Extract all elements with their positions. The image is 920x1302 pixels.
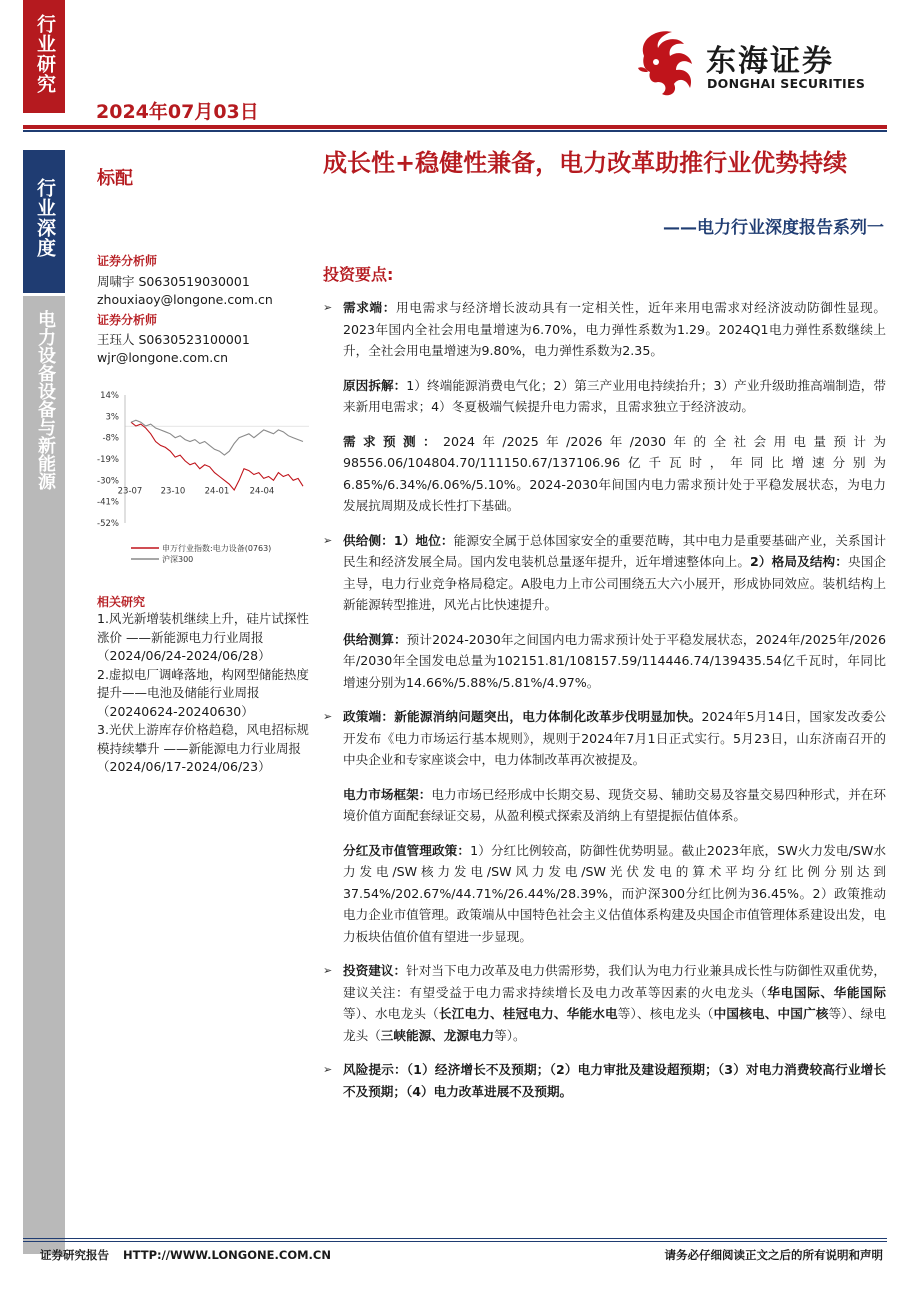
analyst-heading: 证券分析师 [97,254,158,268]
legend-label: 沪深300 [162,555,194,564]
footer-url-link[interactable]: HTTP://WWW.LONGONE.COM.CN [123,1248,331,1262]
related-item[interactable]: 1.风光新增装机继续上升，硅片试探性涨价 ——新能源电力行业周报（2024/06/24-2024/06/28） [97,611,309,663]
report-date: 2024年07月03日 [96,101,259,123]
hydro-picks: 长江电力、桂冠电力、华能水电 [438,1006,618,1021]
y-tick-label: -52% [97,519,119,529]
related-item[interactable]: 3.光伏上游库存价格趋稳，风电招标规模持续攀升 ——新能源电力行业周报（2024/06/17-2024/06/23） [97,722,309,774]
footer-report-type: 证券研究报告 [40,1248,109,1262]
advice-text: 针对当下电力改革及电力供需形势，我们认为电力行业兼具成长性与防御性双重优势，建议关注：有望受益于电力需求持续增长及电力改革等因素的火电龙头（ [343,963,887,1000]
footer-left [40,1247,331,1263]
x-tick-label: 24-04 [249,486,275,497]
demand-paragraph [323,297,886,362]
dividend-paragraph [323,840,886,948]
dividend-text: 1）分红比例较高，防御性优势明显。截止2023年底，SW火力发电/SW水力发电/SW核力发电/SW风力发电/SW光伏发电的算术平均分红比例分别达到37.54%/202.67%/44.71%/26.44%/28.39%，而沪深300分红比例为36.45%。2）政策推动电力企业市值管理。政策端从中国特色社会主义估值体系构建及央国企市值管理体系建设出发，电力板块估值价值有望进一步显现。 [343,842,887,944]
x-tick-label: 23-07 [117,486,143,497]
analyst-name: 王珏人 S0630523100001 [97,332,250,347]
header-red-rule [23,125,887,129]
reason-label: 原因拆解： [343,377,407,393]
y-tick-label: -41% [97,497,119,508]
legend-label: 申万行业指数:电力设备(0763) [162,544,272,553]
footer-rule [23,1241,887,1242]
forecast-label: 需求预测： [343,433,443,449]
bullet-arrow-icon: ➢ [323,710,333,723]
thermal-picks: 华电国际、华能国际 [767,984,887,1000]
advice-text-4: 等）、绿电龙头（ [343,1006,887,1043]
sidebar-bottom-label: 电力设备设备与新能源 [35,310,56,490]
analyst-heading: 证券分析师 [97,313,158,327]
related-research-list [97,610,319,777]
demand-label: 需求端： [343,300,397,315]
header-blue-rule [23,130,887,132]
supply-label: 供给侧：1）地位： [343,532,454,548]
x-tick-label: 24-01 [204,486,230,497]
policy-paragraph [323,706,886,771]
sidebar-middle-label: 行业深度 [34,178,56,258]
series-line-power-equipment [131,422,303,490]
dividend-label: 分红及市值管理政策： [343,842,471,858]
y-tick-label: 14% [100,391,119,401]
chart-svg [97,385,319,575]
logo-english-name: DONGHAI SECURITIES [707,76,866,91]
nuclear-picks: 中国核电、中国广核 [713,1006,829,1021]
market-paragraph [323,784,886,827]
sidebar-middle-block [23,150,65,293]
supply-paragraph [323,530,886,616]
advice-label: 投资建议： [343,963,407,978]
index-performance-chart [97,385,319,575]
analyst-email[interactable]: wjr@longone.com.cn [97,350,229,365]
logo-chinese-name: 东海证券 [706,44,834,79]
advice-text-5: 等）。 [494,1027,526,1043]
risk-text: 风险提示：（1）经济增长不及预期；（2）电力审批及建设超预期；（3）对电力消费较高行业增长不及预期；（4）电力改革进展不及预期。 [343,1062,886,1099]
report-subtitle: ——电力行业深度报告系列一 [663,218,884,238]
advice-text-2: 等）、水电龙头（ [343,1006,439,1021]
sidebar-top-label: 行业研究 [34,14,56,94]
risk-paragraph [323,1059,886,1102]
forecast-paragraph [323,431,886,517]
green-picks: 三峡能源、龙源电力 [380,1027,495,1043]
investment-highlights-heading: 投资要点: [323,265,394,284]
footer-disclaimer: 请务必仔细阅读正文之后的所有说明和声明 [664,1248,883,1262]
supply-calc-label: 供给测算： [343,631,407,647]
related-research-heading: 相关研究 [97,595,146,609]
market-text: 电力市场已经形成中长期交易、现货交易、辅助交易及容量交易四种形式，并在环境价值方面配套绿证交易，从盈利模式探索及消纳上有望提振估值体系。 [343,786,887,823]
industry-rating: 标配 [97,168,133,189]
advice-text-3: 等）、核电龙头（ [617,1006,714,1021]
policy-text: 2024年5月14日，国家发改委公开发布《电力市场运行基本规则》，规则于2024年7月1日正式实行。5月23日，山东济南召开的中央企业和专家座谈会中，电力体制改革再次被提及。 [343,709,886,767]
series-line-csi300 [131,420,303,455]
bullet-arrow-icon: ➢ [323,533,333,547]
x-tick-label: 23-10 [160,486,186,497]
advice-paragraph [323,960,886,1046]
supply-label-2: 2）格局及结构： [750,554,848,569]
supply-text: 能源安全属于总体国家安全的重要范畴，其中电力是重要基础产业，关系国计民生和经济发展全局。国内发电装机总量逐年提升，近年增速整体向上。 [343,532,887,569]
demand-text: 用电需求与经济增长波动具有一定相关性，近年来用电需求对经济波动防御性显现。2023年国内全社会用电量增速为6.70%，电力弹性系数为1.29。2024Q1电力弹性系数继续上升，全社会用电量增速为9.80%，电力弹性系数为2.35。 [343,300,887,358]
supply-text-2: 央国企主导，电力行业竞争格局稳定。A股电力上市公司围绕五大六小展开，形成协同效应。装机结构上新能源转型推进，风光占比快速提升。 [343,554,887,612]
supply-calc-text: 预计2024-2030年之间国内电力需求预计处于平稳发展状态，2024年/2025年/2026年/2030年全国发电总量为102151.81/108157.59/114446.74/139435.54亿千瓦时，年同比增速分别为14.66%/5.88%/5.81%/4.97%。 [343,631,886,690]
reason-text: 1）终端能源消费电气化；2）第三产业用电持续抬升；3）产业升级助推高端制造，带来新用电需求；4）冬夏极端气候提升电力需求，且需求独立于经济波动。 [343,377,887,414]
policy-label: 政策端：新能源消纳问题突出，电力体制化改革步伐明显加快。 [343,709,702,724]
investment-highlights-body [323,297,886,1115]
analyst-email[interactable]: zhouxiaoy@longone.com.cn [97,292,273,307]
forecast-text: 2024年/2025年/2026年/2030年的全社会用电量预计为98556.06/104804.70/111150.67/137106.96亿千瓦时，年同比增速分别为6.85%/6.34%/6.06%/5.10%。2024-2030年间国内电力需求预计处于平稳发展状态，为电力发展抗周期及成长性打下基础。 [343,433,886,513]
bullet-arrow-icon: ➢ [323,301,333,314]
sidebar-top-block [23,0,65,113]
y-tick-label: -8% [102,433,119,444]
y-tick-label: -19% [97,455,119,465]
footer-rule [23,1238,887,1239]
bullet-arrow-icon: ➢ [323,964,333,977]
related-item[interactable]: 2.虚拟电厂调峰落地，构网型储能热度提升——电池及储能行业周报（20240624-20240630） [97,666,309,719]
reason-paragraph [323,375,886,418]
report-title: 成长性+稳健性兼备，电力改革助推行业优势持续 [323,149,848,177]
donghai-logo-icon [634,26,704,100]
supply-calc-paragraph [323,629,886,694]
analyst-name: 周啸宇 S0630519030001 [97,274,250,289]
bullet-arrow-icon: ➢ [323,1063,333,1076]
y-tick-label: 3% [105,412,119,423]
market-label: 电力市场框架： [343,786,432,802]
sidebar-bottom-block [23,296,65,1254]
y-tick-label: -30% [97,476,119,487]
